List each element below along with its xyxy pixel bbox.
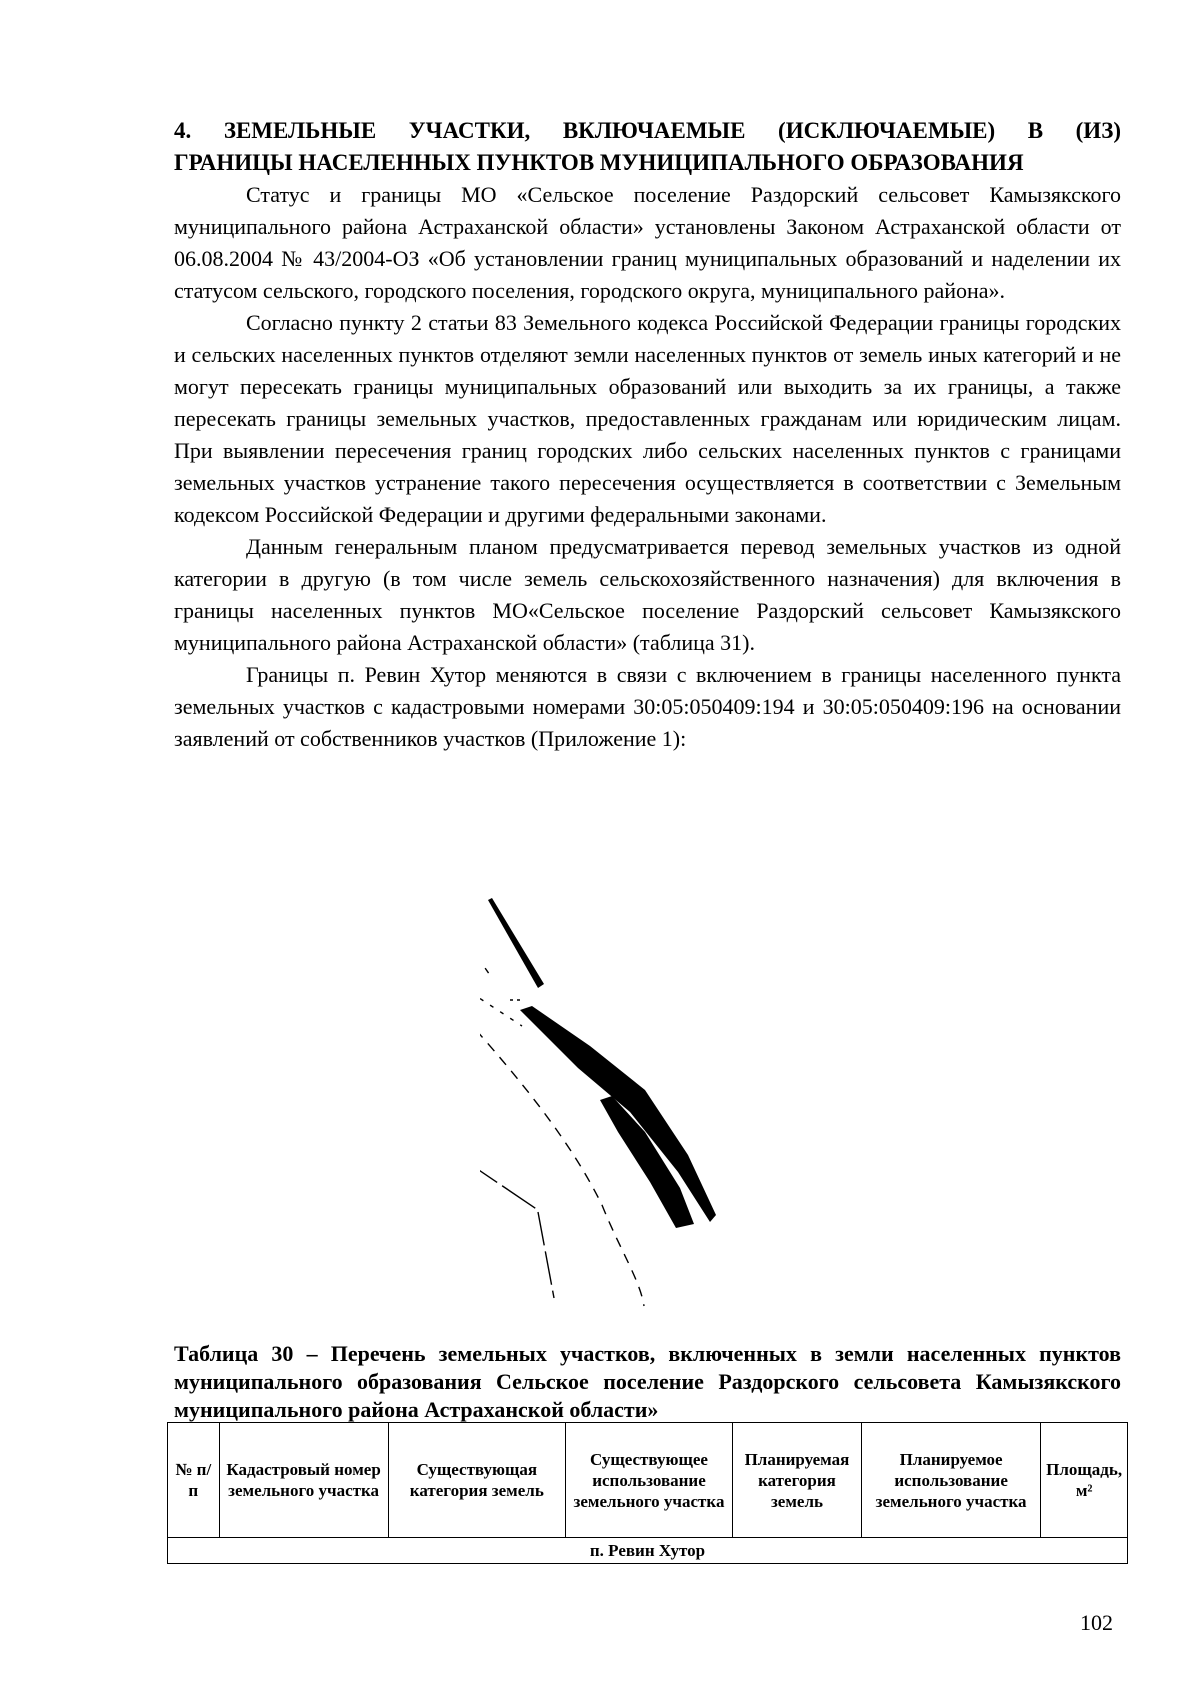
section-heading-line-1: 4. ЗЕМЕЛЬНЫЕ УЧАСТКИ, ВКЛЮЧАЕМЫЕ (ИСКЛЮЧАЕМЫЕ) В (ИЗ) [174,118,1121,143]
section-heading [174,115,1121,179]
col-header-area: Площадь, м² [1041,1423,1128,1538]
col-header-planned-use: Планируемое использование земельного участка [861,1423,1040,1538]
section-heading-line-2: ГРАНИЦЫ НАСЕЛЕННЫХ ПУНКТОВ МУНИЦИПАЛЬНОГО ОБРАЗОВАНИЯ [174,150,1024,175]
table-header-row [168,1423,1128,1538]
paragraph: Границы п. Ревин Хутор меняются в связи с включением в границы населенного пункта земельных участков с кадастровыми номерами 30:05:050409:194 и 30:05:050409:196 на основании заявлений от собственников участков (Приложение 1): [174,662,1121,751]
parcel-upper [488,898,544,988]
col-header-existing-use: Существующее использование земельного участка [565,1423,732,1538]
table-caption: Таблица 30 – Перечень земельных участков, включенных в земли населенных пунктов муниципального образования Сельское поселение Раздорского сельсовета Камызякского муниципального района Астраханской области» [174,1341,1121,1422]
paragraph: Статус и границы МО «Сельское поселение Раздорский сельсовет Камызякского муниципального района Астраханской области» установлены Законом Астраханской области от 06.08.2004 № 43/2004-ОЗ «Об установлении границ муниципальных образований и наделении их статусом сельского, городского поселения, городского округа, муниципального района». [174,182,1121,303]
land-plot-scheme [480,850,810,1310]
table-row [168,1538,1128,1564]
page-number: 102 [1080,1610,1113,1635]
paragraph: Данным генеральным планом предусматривается перевод земельных участков из одной категории в другую (в том числе земель сельскохозяйственного назначения) для включения в границы населенных пунктов МО«Сельское поселение Раздорский сельсовет Камызякского муниципального района Астраханской области» (таблица 31). [174,534,1121,655]
land-plots-table [167,1422,1128,1564]
body-text [174,179,1121,755]
col-header-existing-category: Существующая категория земель [388,1423,565,1538]
group-row-label: п. Ревин Хутор [168,1538,1128,1564]
col-header-number: № п/п [168,1423,220,1538]
col-header-cadastral-number: Кадастровый номер земельного участка [219,1423,388,1538]
col-header-planned-category: Планируемая категория земель [733,1423,862,1538]
paragraph: Согласно пункту 2 статьи 83 Земельного кодекса Российской Федерации границы городских и сельских населенных пунктов отделяют земли населенных пунктов от земель иных категорий и не могут пересекать границы муниципальных образований или выходить за их границы, а также пересекать границы земельных участков, предоставленных гражданам или юридическим лицам. При выявлении пересечения границ городских либо сельских населенных пунктов с границами земельных участков устранение такого пересечения осуществляется в соответствии с Земельным кодексом Российской Федерации и другими федеральными законами. [174,310,1121,527]
